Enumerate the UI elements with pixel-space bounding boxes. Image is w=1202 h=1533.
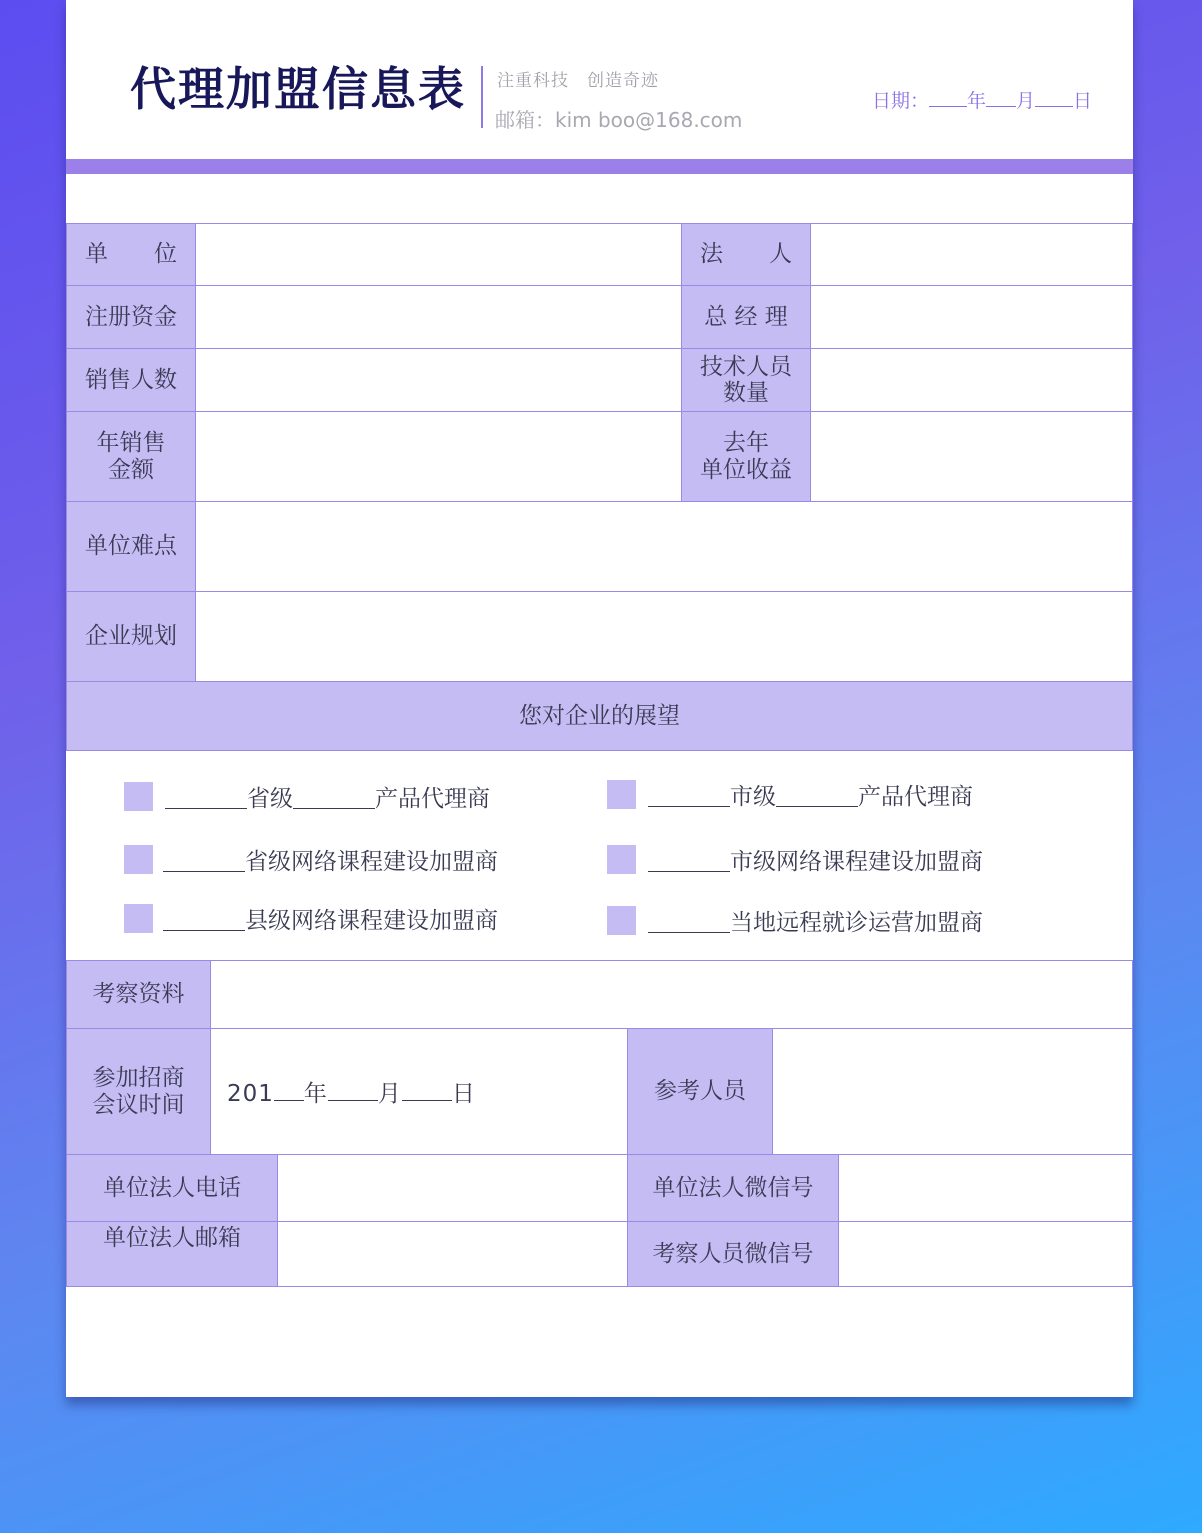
input-reference-person[interactable] (772, 1028, 1133, 1155)
option-local-telemedicine-franchise[interactable] (607, 904, 983, 937)
checkbox[interactable] (124, 782, 153, 811)
input-legal-email[interactable] (277, 1221, 628, 1287)
date-field[interactable] (872, 86, 1092, 113)
label-legal-person: 法 人 (681, 223, 811, 286)
meeting-month-label: 月 (377, 1080, 402, 1107)
label-planning: 企业规划 (66, 591, 196, 682)
label-inspector-wechat: 考察人员微信号 (627, 1221, 839, 1287)
input-difficulties[interactable] (195, 501, 1133, 592)
label-annual-sales-line1: 年销售 (96, 430, 166, 457)
input-legal-wechat[interactable] (838, 1154, 1133, 1222)
input-meeting-time[interactable] (210, 1028, 628, 1155)
label-general-manager: 总 经 理 (681, 285, 811, 349)
label-unit: 单 位 (66, 223, 196, 286)
date-year-label: 年 (967, 90, 987, 112)
option-text: 省级 (247, 786, 293, 812)
input-registered-capital[interactable] (195, 285, 682, 349)
input-last-year-income[interactable] (810, 411, 1133, 502)
label-legal-email: 单位法人邮箱 (66, 1221, 278, 1287)
option-text: 县级网络课程建设加盟商 (245, 908, 498, 934)
checkbox[interactable] (124, 904, 153, 933)
input-general-manager[interactable] (810, 285, 1133, 349)
form-title: 代理加盟信息表 (130, 62, 466, 116)
label-meeting-time (66, 1028, 211, 1155)
form-sheet (66, 0, 1133, 1397)
slogan: 注重科技 创造奇迹 (497, 71, 659, 91)
contact-email: 邮箱：kim boo@168.com (495, 108, 743, 132)
label-last-year-line2: 单位收益 (700, 456, 792, 483)
input-legal-phone[interactable] (277, 1154, 628, 1222)
label-meeting-time-line1: 参加招商 (92, 1065, 185, 1092)
option-text: 市级 (730, 784, 776, 810)
label-registered-capital: 注册资金 (66, 285, 196, 349)
title-divider (481, 66, 483, 128)
input-annual-sales[interactable] (195, 411, 682, 502)
outlook-header: 您对企业的展望 (66, 681, 1133, 751)
input-inspector-wechat[interactable] (838, 1221, 1133, 1287)
label-tech-staff (681, 348, 811, 412)
label-annual-sales-line2: 金额 (108, 456, 154, 483)
input-sales-count[interactable] (195, 348, 682, 412)
option-city-product-agent[interactable] (607, 778, 973, 811)
label-difficulties: 单位难点 (66, 501, 196, 592)
date-prefix: 日期： (872, 90, 930, 112)
checkbox[interactable] (124, 845, 153, 874)
date-month-label: 月 (1016, 90, 1036, 112)
label-last-year-income (681, 411, 811, 502)
label-sales-count: 销售人数 (66, 348, 196, 412)
meeting-year-label: 年 (303, 1080, 328, 1107)
option-text: 省级网络课程建设加盟商 (245, 849, 498, 875)
label-inspection-materials: 考察资料 (66, 960, 211, 1029)
option-text: 市级网络课程建设加盟商 (730, 849, 983, 875)
meeting-date (227, 1076, 476, 1108)
label-legal-wechat: 单位法人微信号 (627, 1154, 839, 1222)
option-county-course-franchise[interactable] (124, 902, 498, 935)
input-tech-staff[interactable] (810, 348, 1133, 412)
option-text: 产品代理商 (858, 784, 973, 810)
option-text: 产品代理商 (375, 786, 490, 812)
option-provincial-course-franchise[interactable] (124, 843, 498, 876)
input-legal-person[interactable] (810, 223, 1133, 286)
option-text: 当地远程就诊运营加盟商 (730, 910, 983, 936)
label-meeting-time-line2: 会议时间 (92, 1091, 185, 1118)
label-annual-sales (66, 411, 196, 502)
checkbox[interactable] (607, 845, 636, 874)
meeting-year-prefix: 201 (227, 1080, 274, 1107)
option-city-course-franchise[interactable] (607, 843, 983, 876)
label-legal-phone: 单位法人电话 (66, 1154, 278, 1222)
input-planning[interactable] (195, 591, 1133, 682)
date-day-label: 日 (1073, 90, 1093, 112)
option-provincial-product-agent[interactable] (124, 780, 490, 813)
label-last-year-line1: 去年 (723, 430, 769, 457)
label-tech-staff-line1: 技术人员 (700, 353, 792, 380)
meeting-day-label: 日 (451, 1080, 476, 1107)
input-unit[interactable] (195, 223, 682, 286)
header-accent-bar (66, 159, 1133, 174)
label-tech-staff-line2: 数量 (723, 380, 769, 406)
checkbox[interactable] (607, 780, 636, 809)
label-reference-person: 参考人员 (627, 1028, 773, 1155)
checkbox[interactable] (607, 906, 636, 935)
input-inspection-materials[interactable] (210, 960, 1133, 1029)
